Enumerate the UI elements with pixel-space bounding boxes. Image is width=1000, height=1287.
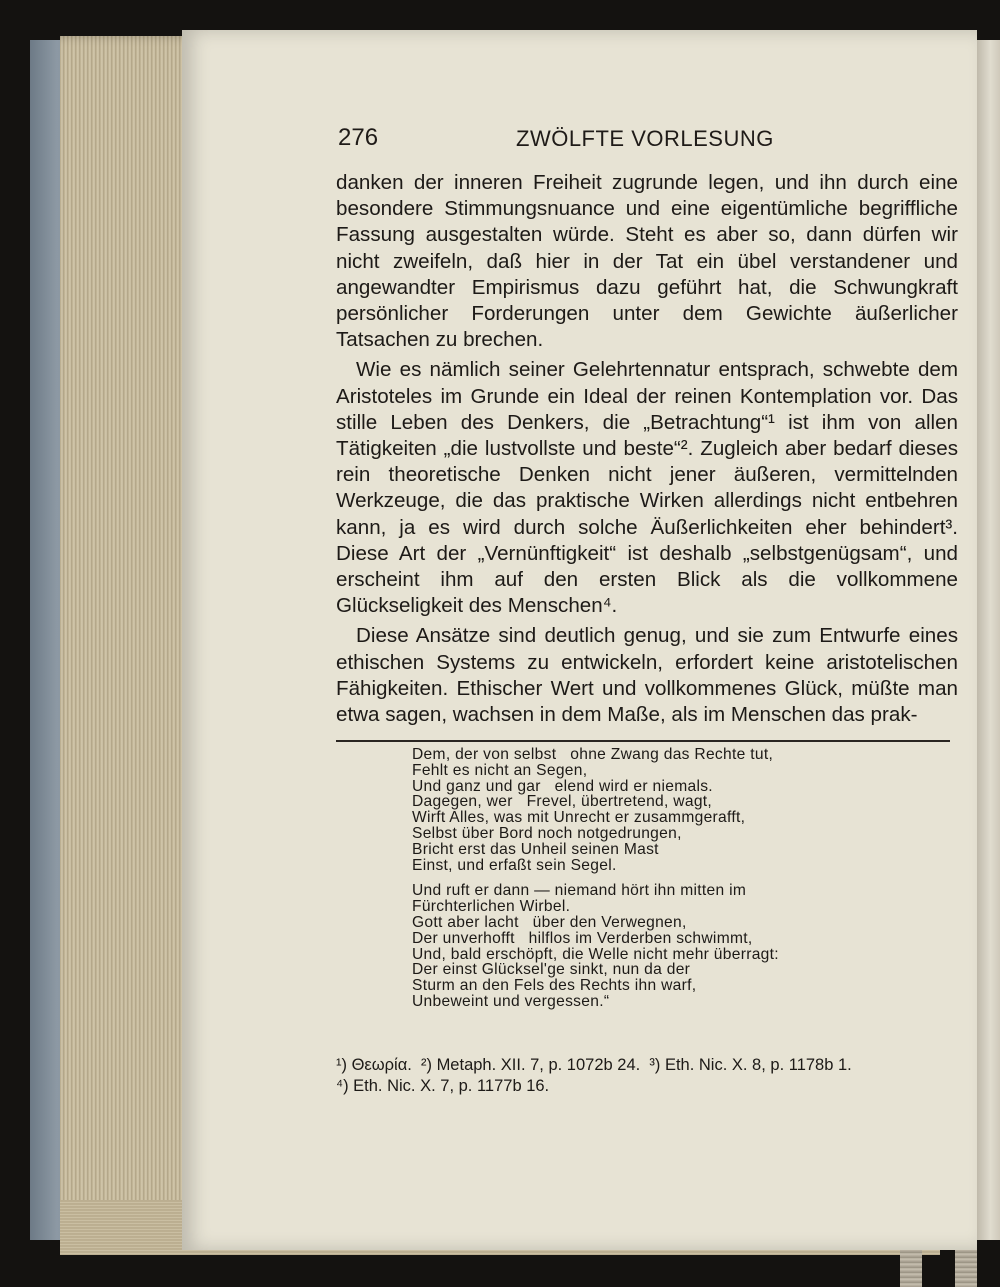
poem-line: Sturm an den Fels des Rechts ihn warf, xyxy=(412,977,697,995)
quoted-poem xyxy=(412,747,952,1010)
poem-line: Wirft Alles, was mit Unrecht er zusammgerafft, xyxy=(412,809,746,827)
poem-line: Fürchterlichen Wirbel. xyxy=(412,898,571,916)
poem-line: Und ruft er dann — niemand hört ihn mitten im xyxy=(412,882,747,900)
poem-stanza xyxy=(412,747,952,873)
paragraph: danken der inneren Freiheit zugrunde legen, und ihn durch eine besondere Stimmungsnuance und eine eigentümliche begriffliche Fassung ausgestalten würde. Steht es aber so, dann dürfen wir nicht zweifeln, daß hier in der Tat ein übel verstandener und angewandter Empirismus dazu geführt hat, die Schwungkraft persönlicher Forderungen unter dem Gewichte äußerlicher Tatsachen zu brechen. xyxy=(336,171,958,352)
running-head: ZWÖLFTE VORLESUNG xyxy=(516,126,774,151)
poem-line: Der unverhofft hilflos im Verderben schwimmt, xyxy=(412,929,753,947)
bookmark-ribbon xyxy=(900,1245,922,1287)
poem-line: Dagegen, wer Frevel, übertretend, wagt, xyxy=(412,793,713,811)
paragraph: Wie es nämlich seiner Gelehrtennatur entsprach, schwebte dem Aristoteles im Grunde ein Ideal der reinen Kontemplation vor. Das stille Leben des Denkers, die „Betrachtung“¹ ist ihm von allen Tätigkeiten „die lustvollste und beste“². Zugleich aber bedarf dieses rein theoretische Denken nicht jener äußeren, vermittelnden Werkzeuge, die das praktische Wirken allerdings nicht entbehren kann, ja es wird durch solche Äußerlichkeiten eher behindert³. Diese Art der „Vernünftigkeit“ ist deshalb „selbstgenügsam“, und erscheint ihm auf den ersten Blick als die vollkommene Glückseligkeit des Menschen⁴. xyxy=(336,358,958,618)
facing-page-edge xyxy=(976,40,1000,1240)
poem-line: Und ganz und gar elend wird er niemals. xyxy=(412,777,713,795)
poem-stanza xyxy=(412,883,952,1009)
footnote-divider xyxy=(336,740,950,742)
poem-line: Der einst Glücksel'ge sinkt, nun da der xyxy=(412,961,691,979)
page-number: 276 xyxy=(338,124,379,151)
paragraph: Diese Ansätze sind deutlich genug, und sie zum Entwurfe eines ethischen Systems zu entwickeln, erfordert keine aristotelischen Fähigkeiten. Ethischer Wert und vollkommenes Glück, müßte man etwa sagen, wachsen in dem Maße, als im Menschen das prak- xyxy=(336,624,958,727)
bookmark-ribbon xyxy=(955,1245,977,1287)
footnote-line: ⁴) Eth. Nic. X. 7, p. 1177b 16. xyxy=(336,1077,550,1095)
poem-line: Gott aber lacht über den Verwegnen, xyxy=(412,913,687,931)
poem-line: Und, bald erschöpft, die Welle nicht mehr überragt: xyxy=(412,945,779,963)
footnote-line: ¹) Θεωρία. ²) Metaph. XII. 7, p. 1072b 24. ³) Eth. Nic. X. 8, p. 1178b 1. xyxy=(336,1056,852,1074)
footnotes xyxy=(336,1055,956,1097)
main-text xyxy=(336,170,958,728)
poem-line: Bricht erst das Unheil seinen Mast xyxy=(412,840,659,858)
poem-line: Einst, und erfaßt sein Segel. xyxy=(412,856,617,874)
poem-line: Unbeweint und vergessen.“ xyxy=(412,992,610,1010)
poem-line: Selbst über Bord noch notgedrungen, xyxy=(412,824,682,842)
page-header xyxy=(338,118,958,158)
poem-line: Dem, der von selbst ohne Zwang das Rechte tut, xyxy=(412,746,774,763)
poem-line: Fehlt es nicht an Segen, xyxy=(412,761,588,779)
